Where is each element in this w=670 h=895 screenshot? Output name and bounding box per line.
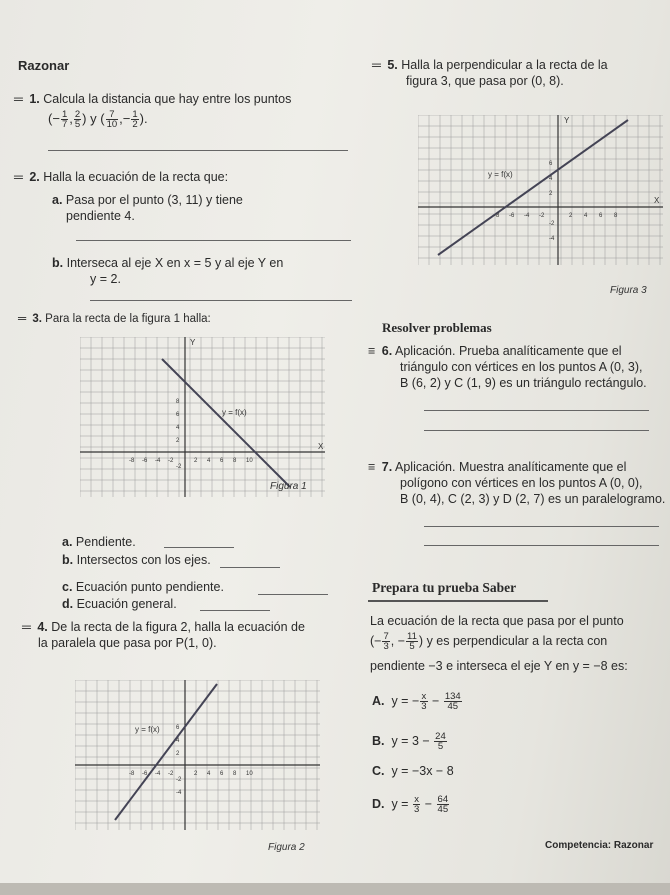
q2-a-cont: pendiente 4. — [66, 209, 135, 223]
q1-frac-c: $\frac{7}{10}$ — [106, 109, 118, 130]
x-tick-label: -4 — [155, 458, 161, 464]
x-tick-label: -2 — [168, 458, 174, 464]
y-tick-label: 2 — [176, 751, 180, 757]
x-tick-label: -2 — [168, 771, 174, 777]
answer-line[interactable] — [90, 300, 352, 301]
q2-b-cont: y = 2. — [90, 272, 121, 286]
question-5 — [372, 58, 608, 73]
option-b[interactable]: B. y = 3 − $\frac{24}{5}$ — [372, 731, 446, 752]
x-tick-label: 2 — [194, 458, 198, 464]
title-rule — [368, 600, 548, 602]
q1-p1-sign: − — [52, 110, 60, 126]
y-tick-label: 6 — [176, 725, 180, 731]
answer-line[interactable] — [258, 594, 328, 595]
option-a[interactable]: A. y = − $\frac{x}{3}$ − $\frac{134}{45}$ — [372, 691, 461, 712]
x-axis-label: X — [318, 442, 324, 451]
prepara-text-1: La ecuación de la recta que pasa por el punto — [370, 614, 624, 628]
grid — [75, 680, 320, 830]
difficulty-icon: ═ — [372, 58, 380, 72]
q2-number: 2. — [29, 170, 40, 184]
resolver-title: Resolver problemas — [382, 320, 492, 335]
y-tick-label: -2 — [549, 221, 555, 227]
q1-y: y — [90, 110, 97, 126]
q1-points: (− $\frac{1}{7}$ , $\frac{2}{5}$ ) y ( $\frac{7}{10}$ ,− $\frac{1}{2}$ ). — [48, 109, 148, 130]
x-tick-label: -4 — [155, 771, 161, 777]
q4-text: De la recta de la figura 2, halla la ecuación de — [51, 620, 305, 634]
q3-number: 3. — [32, 313, 42, 325]
q2-text: Halla la ecuación de la recta que: — [43, 170, 229, 184]
page-footer — [0, 883, 670, 895]
x-tick-label: 4 — [207, 771, 211, 777]
x-tick-label: -6 — [509, 213, 515, 219]
q6-text-2: triángulo con vértices en los puntos A (0, 3), — [400, 360, 643, 374]
q3-text: Para la recta de la figura 1 halla: — [45, 313, 211, 325]
difficulty-icon: ≡ — [368, 460, 375, 474]
difficulty-icon: ═ — [14, 170, 22, 184]
q1-frac-b: $\frac{2}{5}$ — [74, 109, 81, 130]
y-tick-label: 4 — [176, 738, 180, 744]
question-2 — [14, 170, 228, 185]
figure-3-graph — [418, 115, 663, 265]
y-axis-label: Y — [564, 116, 570, 125]
answer-line[interactable] — [48, 150, 348, 151]
q2-a: a. Pasa por el punto (3, 11) y tiene — [52, 193, 243, 207]
q3-c: c. Ecuación punto pendiente. — [62, 580, 224, 594]
answer-line[interactable] — [164, 547, 234, 548]
question-4 — [22, 620, 305, 635]
difficulty-icon: ═ — [22, 620, 30, 634]
q3-b: b. Intersectos con los ejes. — [62, 553, 211, 567]
x-tick-label: 4 — [584, 213, 588, 219]
answer-line[interactable] — [76, 240, 351, 241]
x-tick-label: 2 — [569, 213, 573, 219]
answer-line[interactable] — [424, 545, 659, 546]
y-tick-label: 6 — [549, 161, 553, 167]
x-tick-label: -6 — [142, 771, 148, 777]
answer-line[interactable] — [424, 526, 659, 527]
y-tick-label: -2 — [176, 464, 182, 470]
q5-number: 5. — [387, 58, 398, 72]
q5-text: Halla la perpendicular a la recta de la — [401, 58, 608, 72]
x-tick-label: 6 — [220, 458, 224, 464]
x-tick-label: -4 — [524, 213, 530, 219]
q1-text: Calcula la distancia que hay entre los puntos — [43, 92, 292, 106]
x-tick-label: 8 — [233, 771, 237, 777]
x-tick-label: 6 — [220, 771, 224, 777]
y-tick-label: 4 — [176, 425, 180, 431]
x-axis-label: X — [654, 196, 660, 205]
question-1 — [14, 92, 291, 107]
tick-labels — [129, 725, 253, 796]
figure-1-graph — [80, 337, 325, 497]
q3-d: d. Ecuación general. — [62, 597, 177, 611]
prepara-text-2: (− $\frac{7}{3}$ , − $\frac{11}{5}$ ) y es perpendicular a la recta con — [370, 631, 608, 652]
grid — [80, 337, 325, 497]
q4-number: 4. — [37, 620, 48, 634]
q2-b: b. Interseca al eje X en x = 5 y al eje Y en — [52, 256, 284, 270]
q7-text-2: polígono con vértices en los puntos A (0, 0), — [400, 476, 643, 490]
y-tick-label: 2 — [549, 191, 553, 197]
figure-2-caption: Figura 2 — [268, 842, 305, 853]
answer-line[interactable] — [220, 567, 280, 568]
y-tick-label: 6 — [176, 412, 180, 418]
question-3 — [18, 312, 211, 327]
q1-p2-sign: − — [122, 110, 131, 126]
competencia-label: Competencia: Razonar — [545, 840, 654, 851]
x-tick-label: 2 — [194, 771, 198, 777]
option-d[interactable]: D. y = $\frac{x}{3}$ − $\frac{64}{45}$ — [372, 794, 449, 815]
x-tick-label: 8 — [614, 213, 618, 219]
y-tick-label: -4 — [549, 236, 555, 242]
x-tick-label: -8 — [494, 213, 500, 219]
x-tick-label: -8 — [129, 771, 135, 777]
x-tick-label: 10 — [246, 458, 253, 464]
difficulty-icon: ≡ — [368, 344, 375, 358]
q1-number: 1. — [29, 92, 40, 106]
q1-frac-d: $\frac{1}{2}$ — [132, 109, 138, 130]
q1-frac-a: $\frac{1}{7}$ — [61, 109, 68, 130]
y-tick-label: 2 — [176, 438, 180, 444]
x-tick-label: 8 — [233, 458, 237, 464]
x-tick-label: 4 — [207, 458, 211, 464]
answer-line[interactable] — [424, 430, 649, 431]
function-label: y = f(x) — [135, 725, 160, 734]
q4-text-cont: la paralela que pasa por P(1, 0). — [38, 636, 217, 650]
x-tick-label: 6 — [599, 213, 603, 219]
x-tick-label: -6 — [142, 458, 148, 464]
x-tick-label: -8 — [129, 458, 135, 464]
option-c[interactable]: C. y = −3x − 8 — [372, 764, 454, 778]
y-tick-label: 4 — [549, 176, 553, 182]
prepara-title: Prepara tu prueba Saber — [372, 580, 517, 595]
answer-line[interactable] — [424, 410, 649, 411]
figure-1-caption: Figura 1 — [270, 481, 307, 492]
y-tick-label: -2 — [176, 777, 182, 783]
function-label: y = f(x) — [488, 170, 513, 179]
prepara-text-3: pendiente −3 e interseca el eje Y en y = −8 es: — [370, 659, 628, 673]
question-7: ≡ 7. Aplicación. Muestra analíticamente que el — [368, 460, 627, 474]
x-tick-label: -2 — [539, 213, 545, 219]
difficulty-icon: ═ — [14, 92, 22, 106]
y-axis-label: Y — [190, 338, 196, 347]
figure-3-caption: Figura 3 — [610, 285, 647, 296]
y-tick-label: -4 — [176, 790, 182, 796]
answer-line[interactable] — [200, 610, 270, 611]
difficulty-icon: ═ — [18, 313, 26, 325]
x-tick-label: 10 — [246, 771, 253, 777]
figure-2-graph — [75, 680, 320, 830]
section-title: Razonar — [18, 58, 70, 73]
function-line — [438, 120, 628, 255]
q3-a: a. Pendiente. — [62, 535, 136, 549]
q7-text-3: B (0, 4), C (2, 3) y D (2, 7) es un paralelogramo. — [400, 492, 666, 506]
function-label: y = f(x) — [222, 408, 247, 417]
function-line — [115, 684, 217, 820]
q6-text-3: B (6, 2) y C (1, 9) es un triángulo rectángulo. — [400, 376, 647, 390]
question-6: ≡ 6. Aplicación. Prueba analíticamente que el — [368, 344, 622, 358]
y-tick-label: 8 — [176, 399, 180, 405]
q5-text-cont: figura 3, que pasa por (0, 8). — [406, 74, 564, 88]
